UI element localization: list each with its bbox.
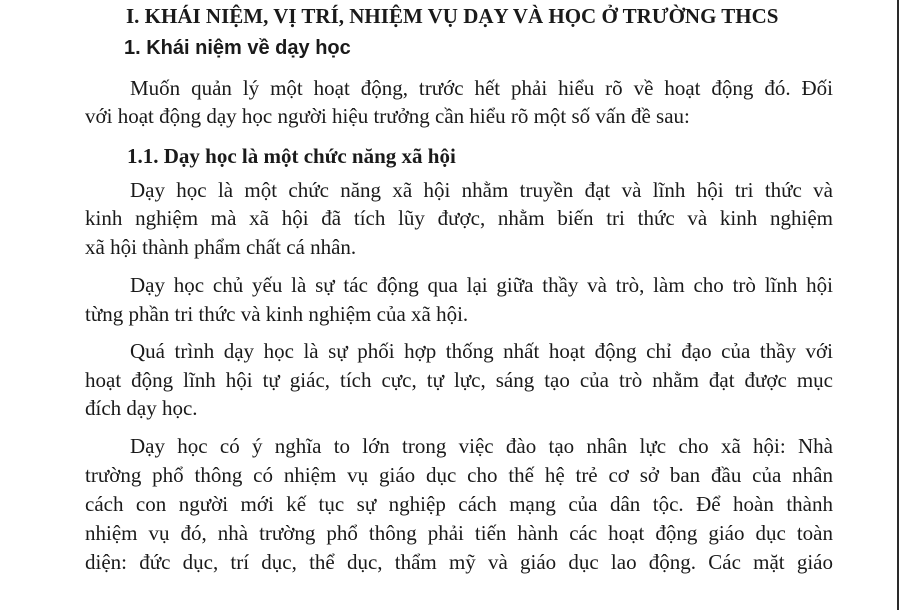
text-line: từng phần tri thức và kinh nghiệm của xã hội. [85, 302, 469, 326]
section-heading: 1. Khái niệm về dạy học [124, 37, 351, 59]
chapter-heading: I. KHÁI NIỆM, VỊ TRÍ, NHIỆM VỤ DẠY VÀ HỌC Ở TRƯỜNG THCS [126, 4, 779, 28]
text-line: Dạy học chủ yếu là sự tác động qua lại giữa thầy và trò, làm cho trò lĩnh hội [130, 273, 833, 297]
text-line: cách con người mới kế tục sự nghiệp cách mạng của dân tộc. Để hoàn thành [85, 492, 833, 516]
text-line: hoạt động lĩnh hội tự giác, tích cực, tự lực, sáng tạo của trò nhằm đạt được mục [85, 368, 833, 392]
text-line: Dạy học là một chức năng xã hội nhằm truyền đạt và lĩnh hội tri thức và [130, 178, 833, 202]
text-line: với hoạt động dạy học người hiệu trưởng cần hiểu rõ một số vấn đề sau: [85, 104, 690, 128]
text-line: Dạy học có ý nghĩa to lớn trong việc đào tạo nhân lực cho xã hội: Nhà [130, 434, 833, 458]
text-line: diện: đức dục, trí dục, thể dục, thẩm mỹ và giáo dục lao động. Các mặt giáo [85, 550, 833, 574]
text-line: đích dạy học. [85, 396, 198, 420]
subsection-heading: 1.1. Dạy học là một chức năng xã hội [127, 144, 456, 168]
text-line: trường phổ thông có nhiệm vụ giáo dục cho thế hệ trẻ cơ sở ban đầu của nhân [85, 463, 833, 487]
text-line: nhiệm vụ đó, nhà trường phổ thông phải tiến hành các hoạt động giáo dục toàn [85, 521, 833, 545]
text-line: Quá trình dạy học là sự phối hợp thống nhất hoạt động chỉ đạo của thầy với [130, 339, 833, 363]
text-line: Muốn quản lý một hoạt động, trước hết phải hiểu rõ về hoạt động đó. Đối [130, 76, 833, 100]
page-edge-divider [897, 0, 899, 610]
text-line: xã hội thành phẩm chất cá nhân. [85, 235, 357, 259]
text-line: kinh nghiệm mà xã hội đã tích lũy được, nhằm biến tri thức và kinh nghiệm [85, 206, 833, 230]
